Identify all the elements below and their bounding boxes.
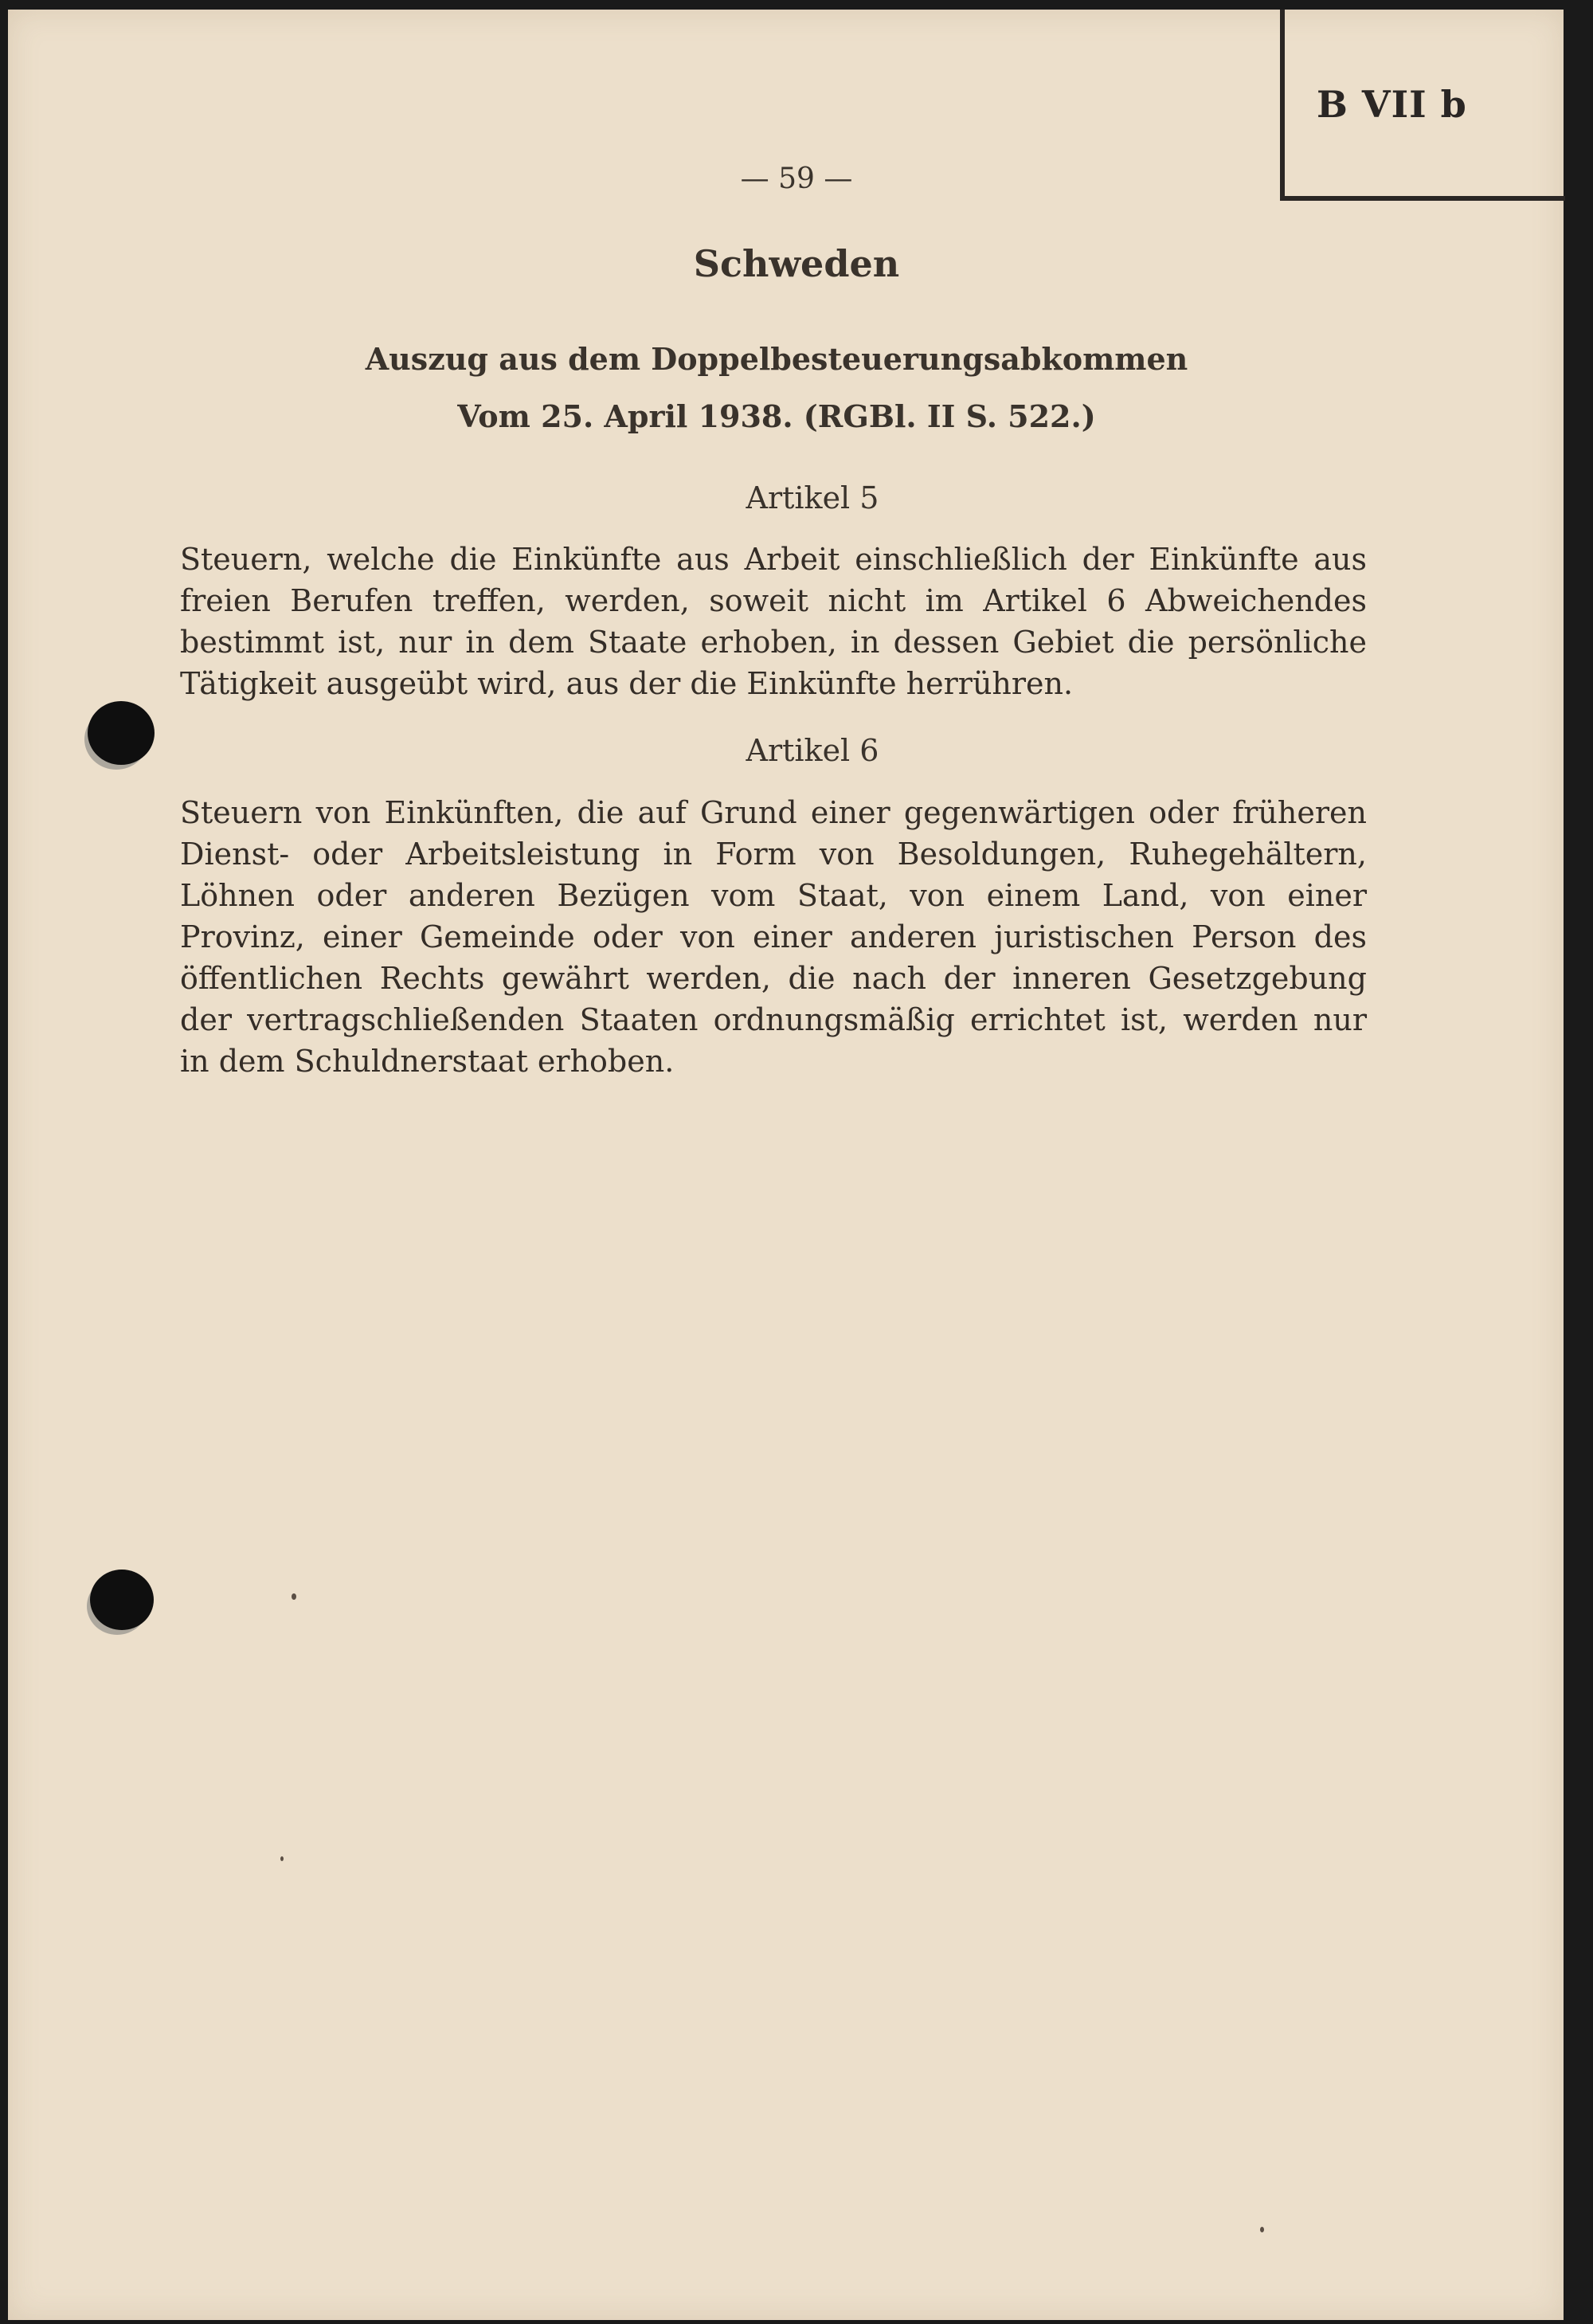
scan-edge xyxy=(1571,0,1593,2324)
punch-hole xyxy=(88,701,155,765)
page-title: Schweden xyxy=(693,242,900,285)
article-6-heading: Artikel 6 xyxy=(746,733,879,768)
text-line: Tätigkeit ausgeübt wird, aus der die Einkünfte herrühren. xyxy=(180,666,1074,701)
text-line: Steuern, welche die Einkünfte aus Arbeit einschließlich der Einkünfte aus xyxy=(180,542,1367,577)
paper-speck xyxy=(280,1856,284,1861)
document-citation: Vom 25. April 1938. (RGBl. II S. 522.) xyxy=(457,398,1096,434)
article-5-heading: Artikel 5 xyxy=(746,480,879,515)
register-label: B VII b xyxy=(1317,83,1467,126)
text-line: Steuern von Einkünften, die auf Grund einer gegenwärtigen oder früheren xyxy=(180,795,1367,830)
text-line: in dem Schuldnerstaat erhoben. xyxy=(180,1044,675,1079)
punch-hole xyxy=(90,1570,154,1630)
text-line: Provinz, einer Gemeinde oder von einer anderen juristischen Person des xyxy=(180,919,1367,954)
document-subtitle: Auszug aus dem Doppelbesteuerungsabkommen xyxy=(365,341,1188,377)
text-line: öffentlichen Rechts gewährt werden, die nach der inneren Gesetzgebung xyxy=(180,961,1367,996)
text-line: bestimmt ist, nur in dem Staate erhoben, in dessen Gebiet die persönliche xyxy=(180,625,1367,660)
text-line: der vertragschließenden Staaten ordnungsmäßig errichtet ist, werden nur xyxy=(180,1002,1367,1037)
article-5-text xyxy=(180,539,1367,704)
text-line: Löhnen oder anderen Bezügen vom Staat, von einem Land, von einer xyxy=(180,878,1367,913)
text-line: freien Berufen treffen, werden, soweit nicht im Artikel 6 Abweichendes xyxy=(180,583,1367,618)
paper-speck xyxy=(1260,2227,1264,2232)
text-line: Dienst- oder Arbeitsleistung in Form von Besoldungen, Ruhegehältern, xyxy=(180,837,1367,872)
paper-speck xyxy=(292,1593,296,1600)
article-6-text xyxy=(180,792,1367,1082)
page-number: — 59 — xyxy=(740,163,853,195)
